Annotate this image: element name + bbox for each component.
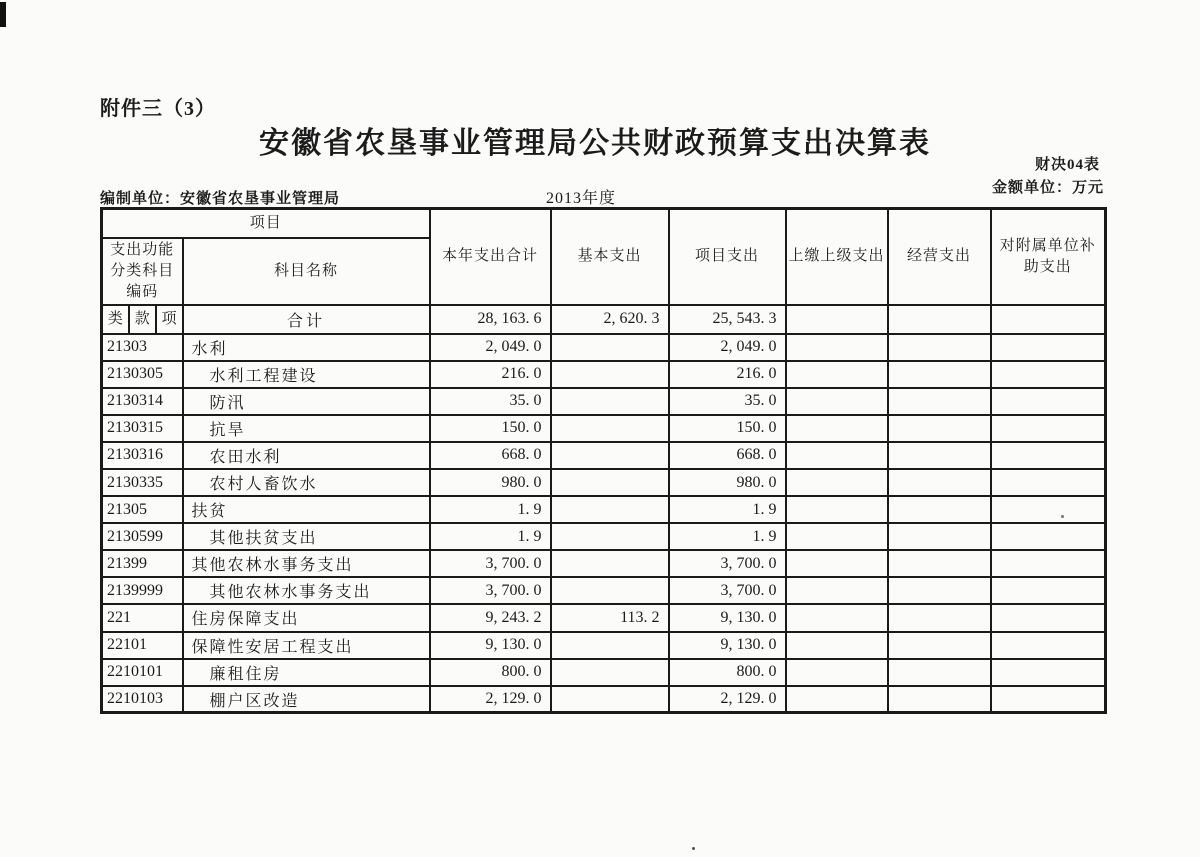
amount-cell <box>888 496 991 523</box>
function-code-header: 支出功能分类科目编码 <box>102 238 183 305</box>
amount-cell: 2, 620. 3 <box>551 305 669 334</box>
amount-cell <box>888 659 991 686</box>
amount-cell <box>786 305 888 334</box>
amount-cell: 9, 243. 2 <box>430 604 551 631</box>
amount-cell: 28, 163. 6 <box>430 305 551 334</box>
amount-cell <box>888 632 991 659</box>
amount-cell <box>551 469 669 496</box>
amount-cell: 668. 0 <box>430 442 551 469</box>
amount-cell: 2, 049. 0 <box>669 334 786 361</box>
column-header-subsidy: 对附属单位补助支出 <box>991 209 1106 305</box>
code-parts-cell <box>102 305 183 334</box>
code-part-label: 类 <box>107 310 123 327</box>
table-row <box>102 334 1106 361</box>
amount-cell <box>786 550 888 577</box>
amount-cell <box>551 686 669 713</box>
amount-cell <box>786 415 888 442</box>
amount-cell: 2, 049. 0 <box>430 334 551 361</box>
amount-cell <box>888 686 991 713</box>
amount-cell: 3, 700. 0 <box>430 577 551 604</box>
fiscal-year-label: 2013年度 <box>546 190 617 207</box>
amount-cell: 2, 129. 0 <box>669 686 786 713</box>
subject-name-cell: 棚户区改造 <box>183 686 430 713</box>
amount-cell <box>786 659 888 686</box>
amount-cell: 3, 700. 0 <box>669 577 786 604</box>
function-code-cell: 2130599 <box>102 523 183 550</box>
table-row <box>102 469 1106 496</box>
amount-cell <box>786 496 888 523</box>
amount-cell: 216. 0 <box>430 361 551 388</box>
amount-cell <box>991 415 1106 442</box>
column-header-project-exp: 项目支出 <box>669 209 786 305</box>
amount-cell <box>991 659 1106 686</box>
amount-cell <box>991 523 1106 550</box>
amount-cell: 150. 0 <box>669 415 786 442</box>
subject-name-cell: 水利 <box>183 334 430 361</box>
function-code-cell: 2130305 <box>102 361 183 388</box>
subject-name-cell: 防汛 <box>183 388 430 415</box>
amount-cell <box>888 442 991 469</box>
table-row <box>102 388 1106 415</box>
amount-cell <box>551 361 669 388</box>
amount-cell <box>888 469 991 496</box>
amount-cell <box>888 334 991 361</box>
prepared-by-label: 编制单位：安徽省农垦事业管理局 <box>100 191 341 207</box>
amount-cell <box>786 442 888 469</box>
amount-cell <box>551 388 669 415</box>
amount-cell <box>786 686 888 713</box>
amount-cell <box>991 496 1106 523</box>
amount-cell: 9, 130. 0 <box>430 632 551 659</box>
table-row <box>102 496 1106 523</box>
amount-cell <box>991 388 1106 415</box>
amount-cell <box>888 577 991 604</box>
amount-cell <box>991 686 1106 713</box>
amount-cell <box>786 523 888 550</box>
amount-cell <box>888 388 991 415</box>
amount-cell <box>991 550 1106 577</box>
subject-name-cell: 扶贫 <box>183 496 430 523</box>
amount-cell: 3, 700. 0 <box>669 550 786 577</box>
amount-cell <box>551 415 669 442</box>
subject-name-cell: 水利工程建设 <box>183 361 430 388</box>
subject-name-cell: 抗旱 <box>183 415 430 442</box>
amount-cell <box>888 550 991 577</box>
amount-cell: 216. 0 <box>669 361 786 388</box>
amount-cell <box>551 442 669 469</box>
amount-cell: 980. 0 <box>430 469 551 496</box>
budget-table <box>100 207 1107 714</box>
amount-cell <box>888 604 991 631</box>
function-code-cell: 2210103 <box>102 686 183 713</box>
amount-cell: 9, 130. 0 <box>669 604 786 631</box>
function-code-cell: 2139999 <box>102 577 183 604</box>
amount-cell: 2, 129. 0 <box>430 686 551 713</box>
amount-cell <box>786 577 888 604</box>
amount-cell <box>991 632 1106 659</box>
scan-dot-artifact <box>692 847 695 850</box>
function-code-cell: 2130314 <box>102 388 183 415</box>
amount-cell <box>888 305 991 334</box>
amount-cell: 25, 543. 3 <box>669 305 786 334</box>
amount-cell <box>786 334 888 361</box>
function-code-cell: 21303 <box>102 334 183 361</box>
amount-cell <box>786 388 888 415</box>
amount-cell <box>786 632 888 659</box>
amount-cell <box>551 577 669 604</box>
amount-cell: 800. 0 <box>669 659 786 686</box>
function-code-cell: 2130316 <box>102 442 183 469</box>
subject-name-cell: 住房保障支出 <box>183 604 430 631</box>
amount-cell <box>551 334 669 361</box>
amount-cell <box>991 577 1106 604</box>
amount-cell <box>888 523 991 550</box>
function-code-cell: 21399 <box>102 550 183 577</box>
function-code-cell: 22101 <box>102 632 183 659</box>
subject-name-header: 科目名称 <box>183 238 430 305</box>
table-row <box>102 550 1106 577</box>
amount-cell: 1. 9 <box>669 496 786 523</box>
amount-cell: 1. 9 <box>669 523 786 550</box>
amount-cell <box>551 523 669 550</box>
amount-cell <box>991 361 1106 388</box>
amount-cell <box>551 659 669 686</box>
code-part-label: 项 <box>155 306 182 333</box>
amount-cell: 3, 700. 0 <box>430 550 551 577</box>
function-code-cell: 2130315 <box>102 415 183 442</box>
amount-cell: 1. 9 <box>430 523 551 550</box>
header-row-project <box>102 209 1106 238</box>
amount-cell <box>551 632 669 659</box>
page-title: 安徽省农垦事业管理局公共财政预算支出决算表 <box>259 127 931 160</box>
amount-cell: 35. 0 <box>430 388 551 415</box>
subject-name-cell: 农村人畜饮水 <box>183 469 430 496</box>
amount-cell <box>888 361 991 388</box>
function-code-cell: 21305 <box>102 496 183 523</box>
table-row <box>102 632 1106 659</box>
amount-cell: 668. 0 <box>669 442 786 469</box>
amount-cell <box>888 415 991 442</box>
amount-cell: 113. 2 <box>551 604 669 631</box>
table-row <box>102 415 1106 442</box>
amount-unit-label: 金额单位：万元 <box>991 180 1104 196</box>
subject-name-cell: 保障性安居工程支出 <box>183 632 430 659</box>
table-row <box>102 523 1106 550</box>
table-row <box>102 361 1106 388</box>
amount-cell <box>991 469 1106 496</box>
project-group-header: 项目 <box>102 209 430 238</box>
table-row <box>102 442 1106 469</box>
function-code-cell: 2130335 <box>102 469 183 496</box>
amount-cell: 35. 0 <box>669 388 786 415</box>
subject-name-cell: 农田水利 <box>183 442 430 469</box>
column-header-total: 本年支出合计 <box>430 209 551 305</box>
table-row <box>102 604 1106 631</box>
amount-cell <box>786 361 888 388</box>
table-row <box>102 686 1106 713</box>
form-code-label: 财决04表 <box>1034 157 1100 173</box>
amount-cell <box>991 334 1106 361</box>
subject-name-cell: 廉租住房 <box>183 659 430 686</box>
amount-cell: 9, 130. 0 <box>669 632 786 659</box>
amount-cell: 800. 0 <box>430 659 551 686</box>
attachment-label: 附件三（3） <box>100 98 216 120</box>
column-header-operating: 经营支出 <box>888 209 991 305</box>
column-header-basic: 基本支出 <box>551 209 669 305</box>
amount-cell: 980. 0 <box>669 469 786 496</box>
table-row <box>102 659 1106 686</box>
scan-artifact-mark <box>0 2 6 27</box>
code-parts-wrap <box>103 306 182 333</box>
subject-name-cell: 其他扶贫支出 <box>183 523 430 550</box>
amount-cell <box>991 442 1106 469</box>
function-code-cell: 221 <box>102 604 183 631</box>
column-header-upper-level: 上缴上级支出 <box>786 209 888 305</box>
amount-cell <box>786 604 888 631</box>
table-row <box>102 577 1106 604</box>
amount-cell <box>551 496 669 523</box>
subject-name-cell: 其他农林水事务支出 <box>183 550 430 577</box>
subject-name-cell: 合计 <box>183 305 430 334</box>
amount-cell <box>551 550 669 577</box>
subject-name-cell: 其他农林水事务支出 <box>183 577 430 604</box>
function-code-cell: 2210101 <box>102 659 183 686</box>
total-row <box>102 305 1106 334</box>
amount-cell: 150. 0 <box>430 415 551 442</box>
amount-cell: 1. 9 <box>430 496 551 523</box>
amount-cell <box>991 604 1106 631</box>
amount-cell <box>786 469 888 496</box>
code-part-label: 款 <box>128 306 155 333</box>
amount-cell <box>991 305 1106 334</box>
